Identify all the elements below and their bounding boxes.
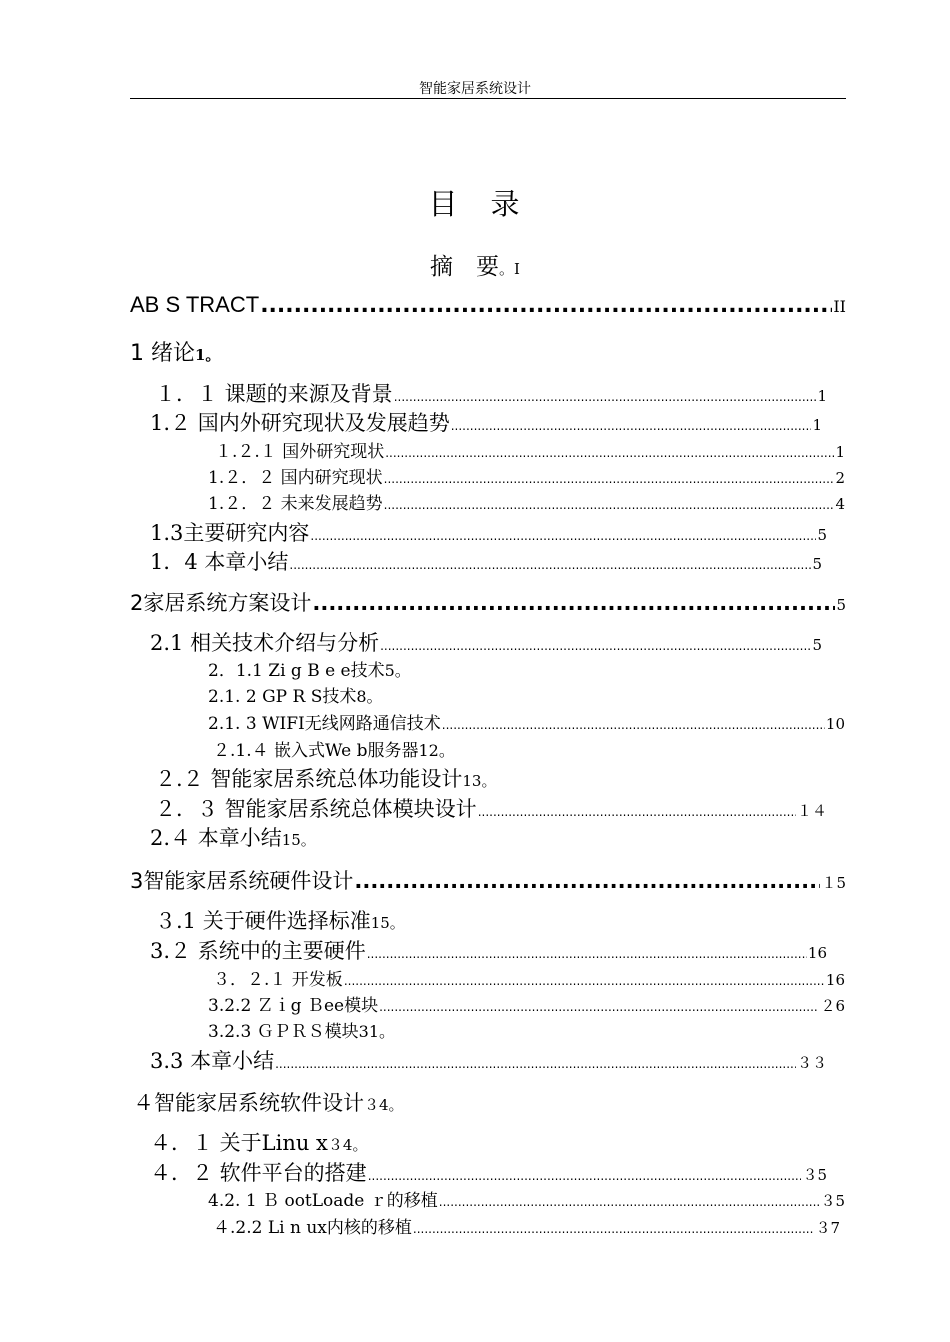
toc-entry-page: 16 (807, 944, 827, 962)
toc-entry-label: 2.1 相关技术介绍与分析 (150, 631, 380, 655)
toc-entry-label: 2.1. 2 GP R S技术 (208, 687, 357, 707)
toc-entry-label: 1.3主要研究内容 (150, 521, 310, 545)
toc-entry-page: ２6 (820, 997, 845, 1015)
toc-entry-2-2[interactable] (155, 763, 496, 793)
toc-entry-1-2-3[interactable] (208, 489, 845, 514)
toc-entry-4-2-2[interactable] (213, 1213, 840, 1238)
leader-dots (384, 472, 835, 486)
toc-entry-page: ３5 (820, 1192, 845, 1210)
toc-entry-label: ２．３ 智能家居系统总体模块设计 (155, 797, 477, 821)
leader-dots (367, 947, 807, 961)
toc-entry-label: 1．4 本章小结 (150, 550, 289, 574)
toc-entry-chapter-2[interactable] (130, 587, 846, 617)
toc-entry-page: 31。 (358, 1022, 396, 1041)
toc-entry-page: ３5 (802, 1166, 827, 1184)
toc-entry-2-4[interactable] (150, 822, 316, 852)
leader-dots (385, 446, 834, 460)
toc-entry-page: １5 (821, 874, 846, 892)
toc-entry-label: 1 绪论 (130, 341, 195, 366)
toc-entry-page: 15。 (370, 914, 405, 932)
toc-entry-abstract-cn[interactable] (0, 248, 950, 281)
toc-entry-label: 3.２ 系统中的主要硬件 (150, 939, 366, 963)
leader-dots (379, 1000, 819, 1014)
toc-entry-1-4[interactable] (150, 546, 822, 576)
toc-entry-page: 4 (835, 495, 845, 513)
toc-entry-4-2-1[interactable] (208, 1186, 845, 1211)
toc-entry-page: １４ (796, 802, 827, 820)
leader-dots (310, 529, 816, 543)
toc-entry-label: １．１ 课题的来源及背景 (155, 382, 393, 406)
toc-entry-3-2-1[interactable] (213, 965, 845, 990)
toc-entry-1-2-1[interactable] (215, 437, 845, 462)
toc-entry-2-1[interactable] (150, 627, 822, 657)
toc-entry-label: 2家居系统方案设计 (130, 591, 312, 615)
leader-dots (344, 974, 825, 988)
leader-dots (312, 591, 835, 615)
leader-dots (442, 718, 825, 732)
toc-entry-abstract-en[interactable] (130, 292, 846, 318)
toc-entry-4-2[interactable] (150, 1157, 827, 1187)
toc-entry-page: 1 (817, 387, 827, 405)
leader-dots (368, 1169, 802, 1183)
toc-entry-2-1-1[interactable] (208, 656, 411, 681)
toc-entry-label: 3.3 本章小结 (150, 1049, 275, 1073)
toc-entry-page: 5 (812, 636, 822, 654)
toc-entry-label: 4.2. 1 Ｂ ootLoade ｒ的移植 (208, 1191, 438, 1211)
toc-entry-page: ３7 (815, 1219, 840, 1237)
toc-entry-page: 8。 (356, 687, 383, 706)
toc-entry-label: １.２.１ 国外研究现状 (215, 442, 385, 462)
toc-entry-label: 3.2.2 Ｚｉg Ｂee模块 (208, 996, 379, 1016)
toc-entry-label: ３．２.１ 开发板 (213, 970, 343, 990)
toc-entry-page: 5 (836, 596, 846, 614)
leader-dots (451, 419, 812, 433)
toc-entry-chapter-4[interactable] (133, 1087, 404, 1117)
leader-dots (275, 1057, 796, 1071)
toc-entry-label: 2.４ 本章小结 (150, 826, 282, 850)
toc-entry-label: ４．２ 软件平台的搭建 (150, 1161, 367, 1185)
toc-entry-1-1[interactable] (155, 378, 827, 408)
toc-entry-page: 5。 (384, 661, 411, 680)
toc-entry-page: II (833, 297, 846, 316)
toc-entry-page: 1 (835, 443, 845, 461)
toc-entry-page: 10 (825, 715, 845, 733)
toc-entry-page: ３4。 (327, 1136, 368, 1154)
leader-dots (289, 558, 811, 572)
running-header: 智能家居系统设计 (419, 81, 531, 97)
toc-entry-page: 。I (499, 260, 520, 278)
toc-entry-label: 1.２．２ 未来发展趋势 (208, 494, 383, 514)
toc-entry-page: 1。 (195, 346, 221, 364)
toc-entry-label: ４.2.2 Li n ux内核的移植 (213, 1218, 412, 1238)
toc-entry-3-2-3[interactable] (208, 1017, 395, 1042)
leader-dots (394, 390, 817, 404)
toc-entry-label: 1.２．２ 国内研究现状 (208, 468, 383, 488)
toc-entry-label: ２.２ 智能家居系统总体功能设计 (155, 767, 463, 791)
leader-dots (354, 869, 820, 893)
toc-entry-3-3[interactable] (150, 1045, 827, 1075)
toc-entry-2-1-2[interactable] (208, 682, 383, 707)
toc-entry-page: 5 (817, 526, 827, 544)
toc-entry-label: 2.1. 3 WIFI无线网路通信技术 (208, 714, 441, 734)
toc-entry-page: 15。 (281, 831, 316, 849)
toc-entry-page: 12。 (418, 741, 455, 760)
toc-entry-label: AB S TRACT (130, 292, 260, 317)
toc-entry-2-1-3[interactable] (208, 709, 845, 734)
toc-entry-page: 2 (835, 469, 845, 487)
toc-entry-2-3[interactable] (155, 793, 827, 823)
toc-entry-page: ３３ (796, 1054, 827, 1072)
toc-entry-label: 摘 要 (430, 254, 500, 280)
toc-entry-1-2[interactable] (150, 407, 822, 437)
leader-dots (380, 639, 811, 653)
toc-entry-label: 3.2.3 ＧＰＲＳ模块 (208, 1022, 359, 1042)
toc-entry-3-1[interactable] (155, 905, 405, 935)
toc-entry-chapter-1[interactable] (130, 336, 220, 367)
toc-entry-page: 13。 (462, 772, 497, 790)
toc-entry-1-2-2[interactable] (208, 463, 845, 488)
toc-entry-label: ４．１ 关于Linu x (150, 1131, 328, 1155)
toc-entry-label: ３.1 关于硬件选择标准 (155, 909, 371, 933)
toc-title: 目 录 (428, 187, 522, 221)
leader-dots (413, 1222, 815, 1236)
toc-entry-label: ２.1.４ 嵌入式We b服务器 (213, 741, 419, 761)
toc-entry-4-1[interactable] (150, 1127, 367, 1157)
toc-entry-1-3[interactable] (150, 517, 827, 547)
toc-entry-2-1-4[interactable] (213, 736, 455, 761)
toc-entry-page: 5 (812, 555, 822, 573)
toc-entry-page: ３4。 (364, 1096, 404, 1114)
leader-dots (260, 293, 832, 318)
leader-dots (478, 805, 796, 819)
toc-entry-page: 16 (825, 971, 845, 989)
toc-entry-chapter-3[interactable] (130, 865, 846, 895)
leader-dots (439, 1195, 820, 1209)
leader-dots (384, 498, 835, 512)
toc-entry-3-2[interactable] (150, 935, 827, 965)
toc-entry-label: 2．1.1 Zi g B e e技术 (208, 661, 385, 681)
toc-entry-3-2-2[interactable] (208, 991, 845, 1016)
header-rule (130, 98, 846, 99)
toc-entry-label: 1.２ 国内外研究现状及发展趋势 (150, 411, 450, 435)
toc-entry-label: 3智能家居系统硬件设计 (130, 869, 354, 893)
toc-entry-label: ４智能家居系统软件设计 (133, 1091, 364, 1115)
toc-entry-page: 1 (812, 416, 822, 434)
